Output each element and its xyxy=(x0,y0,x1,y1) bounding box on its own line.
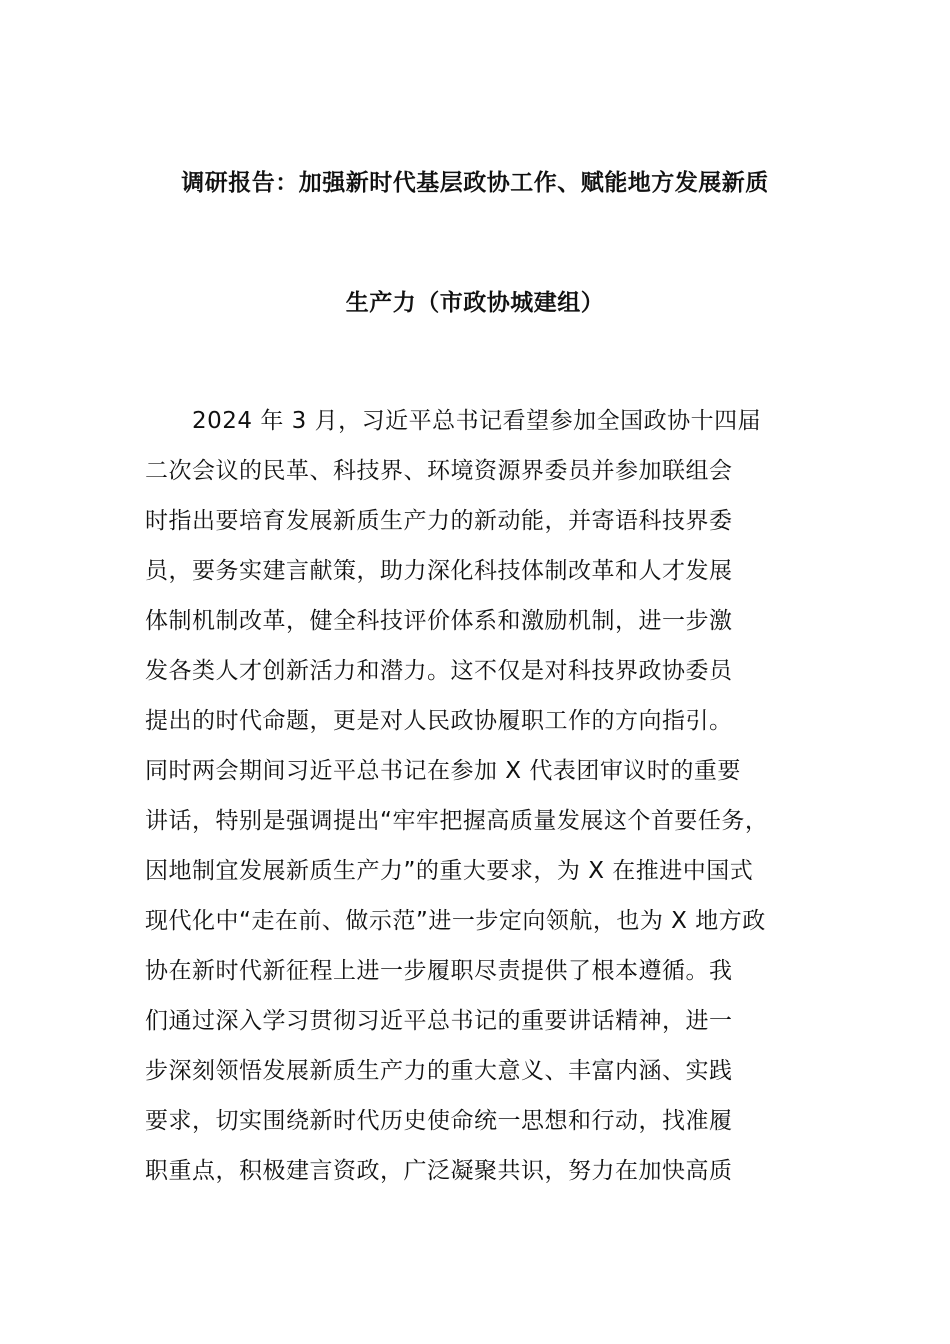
paragraph-line: 时指出要培育发展新质生产力的新动能，并寄语科技界委 xyxy=(145,508,733,534)
paragraph-line: 讲话，特别是强调提出“牢牢把握高质量发展这个首要任务， xyxy=(145,808,769,834)
paragraph-line: 现代化中“走在前、做示范”进一步定向领航，也为 X 地方政 xyxy=(145,908,766,934)
paragraph-line: 职重点，积极建言资政，广泛凝聚共识，努力在加快高质 xyxy=(145,1158,733,1184)
paragraph-line: 们通过深入学习贯彻习近平总书记的重要讲话精神，进一 xyxy=(145,1008,733,1034)
paragraph-line: 发各类人才创新活力和潜力。这不仅是对科技界政协委员 xyxy=(145,658,733,684)
paragraph-line: 同时两会期间习近平总书记在参加 X 代表团审议时的重要 xyxy=(145,758,741,784)
paragraph-line: 协在新时代新征程上进一步履职尽责提供了根本遵循。我 xyxy=(145,958,733,984)
paragraph-line: 体制机制改革，健全科技评价体系和激励机制，进一步激 xyxy=(145,608,733,634)
paragraph-line: 员，要务实建言献策，助力深化科技体制改革和人才发展 xyxy=(145,558,733,584)
paragraph-line: 要求，切实围绕新时代历史使命统一思想和行动，找准履 xyxy=(145,1108,733,1134)
document-title-line-2: 生产力（市政协城建组） xyxy=(345,290,605,316)
document-title-line-1: 调研报告：加强新时代基层政协工作、赋能地方发展新质 xyxy=(181,170,769,196)
paragraph-line: 2024 年 3 月，习近平总书记看望参加全国政协十四届 xyxy=(145,408,762,434)
paragraph-line: 因地制宜发展新质生产力”的重大要求，为 X 在推进中国式 xyxy=(145,858,754,884)
paragraph-line: 提出的时代命题，更是对人民政协履职工作的方向指引。 xyxy=(145,708,733,734)
paragraph-line: 二次会议的民革、科技界、环境资源界委员并参加联组会 xyxy=(145,458,733,484)
paragraph-line: 步深刻领悟发展新质生产力的重大意义、丰富内涵、实践 xyxy=(145,1058,733,1084)
